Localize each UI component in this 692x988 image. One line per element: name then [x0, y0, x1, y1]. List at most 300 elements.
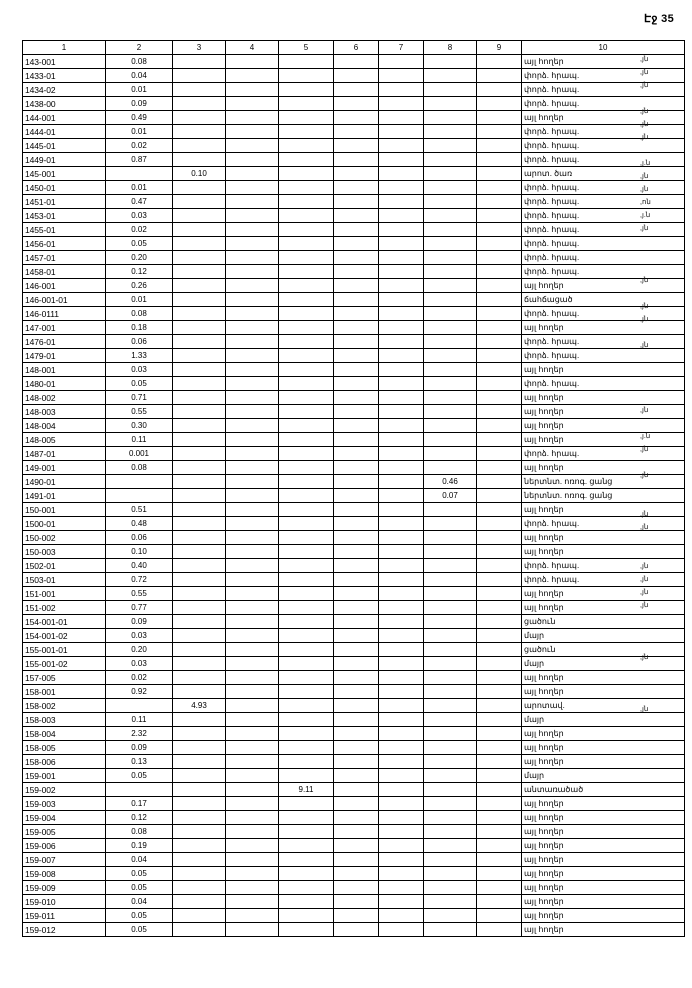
cell-col3: [173, 657, 226, 671]
cell-col3: [173, 909, 226, 923]
cell-col5: [279, 643, 334, 657]
cell-col2: 0.09: [106, 615, 173, 629]
cell-col3: [173, 867, 226, 881]
cell-col2: 0.55: [106, 587, 173, 601]
cell-col8: [424, 167, 477, 181]
table-row: [23, 839, 685, 853]
cell-col4: [226, 671, 279, 685]
cell-code: 150-001: [23, 503, 106, 517]
cell-col3: [173, 335, 226, 349]
cell-col9: [477, 475, 522, 489]
cell-col8: [424, 671, 477, 685]
table-row: [23, 587, 685, 601]
cell-col3: [173, 139, 226, 153]
cell-col2: 1.33: [106, 349, 173, 363]
cell-code: 159-004: [23, 811, 106, 825]
margin-note: [640, 690, 684, 703]
cell-col3: [173, 111, 226, 125]
cell-col6: [334, 657, 379, 671]
cell-col7: [379, 741, 424, 755]
table-row: [23, 125, 685, 139]
cell-col9: [477, 839, 522, 853]
cell-col8: [424, 615, 477, 629]
table-row: [23, 559, 685, 573]
cell-col5: [279, 447, 334, 461]
margin-note: [640, 664, 684, 677]
cell-col3: [173, 125, 226, 139]
cell-col6: [334, 391, 379, 405]
cell-col9: [477, 97, 522, 111]
table-row: [23, 279, 685, 293]
cell-code: 159-007: [23, 853, 106, 867]
column-number-2: 2: [106, 41, 173, 55]
margin-note: [640, 781, 684, 794]
column-number-9: 9: [477, 41, 522, 55]
margin-note: [640, 638, 684, 651]
cell-col4: [226, 797, 279, 811]
cell-col5: [279, 811, 334, 825]
margin-notes-column: [640, 40, 684, 859]
column-number-3: 3: [173, 41, 226, 55]
cell-col2: 0.05: [106, 867, 173, 881]
cell-col6: [334, 881, 379, 895]
cell-col9: [477, 909, 522, 923]
cell-col2: 0.04: [106, 69, 173, 83]
margin-note: [640, 807, 684, 820]
cell-col9: [477, 587, 522, 601]
cell-col6: [334, 125, 379, 139]
table-row: [23, 657, 685, 671]
cell-col8: 0.07: [424, 489, 477, 503]
margin-note: [640, 820, 684, 833]
cell-col7: [379, 867, 424, 881]
cell-description: այլ հողեր: [522, 755, 685, 769]
cell-description: այլ հողեր: [522, 363, 685, 377]
cell-col5: [279, 615, 334, 629]
cell-col6: [334, 923, 379, 937]
table-row: [23, 783, 685, 797]
cell-col3: [173, 265, 226, 279]
margin-note: [640, 755, 684, 768]
cell-col7: [379, 461, 424, 475]
cell-col8: [424, 335, 477, 349]
cell-code: 150-002: [23, 531, 106, 545]
margin-note: ,ոն: [640, 199, 651, 206]
cell-col6: [334, 55, 379, 69]
cell-col3: [173, 349, 226, 363]
cell-col5: [279, 909, 334, 923]
table-row: [23, 601, 685, 615]
cell-col4: [226, 363, 279, 377]
table-row: [23, 811, 685, 825]
margin-note: [640, 417, 684, 430]
cell-col2: 0.08: [106, 825, 173, 839]
table-row: [23, 531, 685, 545]
cell-col4: [226, 139, 279, 153]
cell-col9: [477, 349, 522, 363]
cell-col4: [226, 713, 279, 727]
cell-code: 1445-01: [23, 139, 106, 153]
cell-col2: 0.09: [106, 741, 173, 755]
cell-col5: [279, 895, 334, 909]
cell-col5: [279, 125, 334, 139]
cell-col2: 0.08: [106, 461, 173, 475]
cell-col8: [424, 433, 477, 447]
cell-col6: [334, 307, 379, 321]
cell-col8: [424, 657, 477, 671]
cell-col9: [477, 293, 522, 307]
cell-col2: [106, 475, 173, 489]
cell-col9: [477, 615, 522, 629]
cell-col4: [226, 895, 279, 909]
cell-col7: [379, 405, 424, 419]
cell-col7: [379, 335, 424, 349]
cell-description: այլ հողեր: [522, 853, 685, 867]
cell-col8: [424, 279, 477, 293]
cell-col6: [334, 279, 379, 293]
cell-code: 1449-01: [23, 153, 106, 167]
cell-col4: [226, 279, 279, 293]
cell-col5: [279, 727, 334, 741]
cell-col2: 0.87: [106, 153, 173, 167]
cell-code: 159-012: [23, 923, 106, 937]
cell-code: 158-002: [23, 699, 106, 713]
cell-col7: [379, 769, 424, 783]
cell-description: փորձ. հրապ.: [522, 265, 685, 279]
cell-col5: [279, 517, 334, 531]
cell-col4: [226, 909, 279, 923]
column-number-row: [23, 41, 685, 55]
cell-col3: [173, 545, 226, 559]
cell-col9: [477, 699, 522, 713]
cell-col3: [173, 405, 226, 419]
cell-col5: [279, 55, 334, 69]
cell-col3: [173, 727, 226, 741]
cell-col4: [226, 531, 279, 545]
cell-col4: [226, 629, 279, 643]
margin-note: ,յ.ն: [640, 160, 651, 167]
cell-col8: [424, 825, 477, 839]
cell-description: այլ հողեր: [522, 545, 685, 559]
cell-col4: [226, 181, 279, 195]
cell-col4: [226, 657, 279, 671]
cell-description: փորձ. հրապ.: [522, 335, 685, 349]
cell-col6: [334, 867, 379, 881]
cell-col2: 0.40: [106, 559, 173, 573]
cell-col5: [279, 251, 334, 265]
cell-col5: [279, 545, 334, 559]
cell-col4: [226, 125, 279, 139]
cell-col3: [173, 153, 226, 167]
cell-col9: [477, 741, 522, 755]
cell-col7: [379, 265, 424, 279]
cell-code: 146-001: [23, 279, 106, 293]
cell-col9: [477, 489, 522, 503]
cell-col8: [424, 377, 477, 391]
cell-col3: [173, 685, 226, 699]
cell-description: այլ հողեր: [522, 839, 685, 853]
cell-col9: [477, 461, 522, 475]
cell-description: այլ հողեր: [522, 797, 685, 811]
cell-col2: 0.06: [106, 531, 173, 545]
margin-note: [640, 833, 684, 846]
cell-col8: [424, 713, 477, 727]
table-row: [23, 741, 685, 755]
cell-col4: [226, 69, 279, 83]
cell-col3: [173, 251, 226, 265]
cell-col5: [279, 699, 334, 713]
cell-description: այլ հողեր: [522, 433, 685, 447]
cell-col5: [279, 69, 334, 83]
table-row: [23, 181, 685, 195]
table-row: [23, 895, 685, 909]
cell-code: 1433-01: [23, 69, 106, 83]
cell-col9: [477, 391, 522, 405]
cell-col7: [379, 377, 424, 391]
cell-col6: [334, 853, 379, 867]
cell-col6: [334, 587, 379, 601]
cell-col2: 0.03: [106, 209, 173, 223]
table-row: [23, 713, 685, 727]
cell-col2: 0.13: [106, 755, 173, 769]
cell-description: այլ հողեր: [522, 55, 685, 69]
cell-col9: [477, 111, 522, 125]
table-row: [23, 349, 685, 363]
cell-col8: [424, 573, 477, 587]
cell-col3: [173, 923, 226, 937]
table-row: [23, 377, 685, 391]
cell-col5: [279, 825, 334, 839]
cell-col7: [379, 223, 424, 237]
cell-code: 158-003: [23, 713, 106, 727]
cell-col3: [173, 881, 226, 895]
table-row: [23, 69, 685, 83]
cell-col6: [334, 699, 379, 713]
cell-col2: 0.92: [106, 685, 173, 699]
cell-col2: 0.12: [106, 265, 173, 279]
margin-note: [640, 261, 684, 274]
cell-col4: [226, 643, 279, 657]
cell-description: փորձ. հրապ.: [522, 69, 685, 83]
table-row: [23, 447, 685, 461]
table-row: [23, 755, 685, 769]
cell-col7: [379, 55, 424, 69]
cell-col6: [334, 573, 379, 587]
cell-code: 159-010: [23, 895, 106, 909]
cell-col3: [173, 433, 226, 447]
cell-col4: [226, 97, 279, 111]
cell-col6: [334, 629, 379, 643]
cell-col7: [379, 909, 424, 923]
cell-col9: [477, 405, 522, 419]
cell-col5: [279, 601, 334, 615]
margin-note: [640, 482, 684, 495]
cell-description: այլ հողեր: [522, 685, 685, 699]
margin-note: [640, 495, 684, 508]
cell-col5: 9.11: [279, 783, 334, 797]
cell-code: 148-001: [23, 363, 106, 377]
cell-col4: [226, 881, 279, 895]
cell-col6: [334, 909, 379, 923]
cell-col8: [424, 419, 477, 433]
table-row: [23, 363, 685, 377]
cell-col2: [106, 699, 173, 713]
cell-code: 159-001: [23, 769, 106, 783]
cell-col9: [477, 783, 522, 797]
cell-col6: [334, 475, 379, 489]
table-row: [23, 573, 685, 587]
cell-col7: [379, 615, 424, 629]
cell-description: այլ հողեր: [522, 391, 685, 405]
cell-description: փորձ. հրապ.: [522, 447, 685, 461]
cell-col9: [477, 209, 522, 223]
cell-col4: [226, 699, 279, 713]
cell-col7: [379, 671, 424, 685]
cell-col7: [379, 727, 424, 741]
cell-col3: [173, 587, 226, 601]
cell-description: այլ հողեր: [522, 587, 685, 601]
cell-col8: [424, 125, 477, 139]
cell-col7: [379, 643, 424, 657]
cell-col7: [379, 447, 424, 461]
cell-col6: [334, 97, 379, 111]
table-row: [23, 503, 685, 517]
margin-note: ,յն: [640, 472, 649, 479]
cell-col5: [279, 741, 334, 755]
cell-col6: [334, 559, 379, 573]
cell-description: փորձ. հրապ.: [522, 209, 685, 223]
cell-col4: [226, 755, 279, 769]
cell-col9: [477, 881, 522, 895]
cell-description: փորձ. հրապ.: [522, 559, 685, 573]
cell-col4: [226, 503, 279, 517]
table-row: [23, 237, 685, 251]
cell-col6: [334, 181, 379, 195]
table-row: [23, 251, 685, 265]
cell-col9: [477, 153, 522, 167]
cell-col9: [477, 237, 522, 251]
table-row: [23, 489, 685, 503]
cell-col9: [477, 601, 522, 615]
cell-col9: [477, 559, 522, 573]
cell-col4: [226, 615, 279, 629]
cell-col7: [379, 97, 424, 111]
cell-col5: [279, 573, 334, 587]
cell-col8: [424, 461, 477, 475]
cell-col4: [226, 433, 279, 447]
cell-col8: [424, 447, 477, 461]
cell-col6: [334, 251, 379, 265]
cell-col6: [334, 489, 379, 503]
cell-description: փորձ. հրապ.: [522, 181, 685, 195]
cell-col7: [379, 699, 424, 713]
cell-col5: [279, 419, 334, 433]
margin-note: ,յն: [640, 82, 649, 89]
cell-code: 154-001-02: [23, 629, 106, 643]
cell-col4: [226, 545, 279, 559]
cell-col7: [379, 797, 424, 811]
cell-col8: [424, 545, 477, 559]
cell-col7: [379, 251, 424, 265]
cell-col4: [226, 685, 279, 699]
cell-col3: [173, 293, 226, 307]
cell-col7: [379, 783, 424, 797]
cell-code: 151-001: [23, 587, 106, 601]
cell-col7: [379, 545, 424, 559]
cell-col8: [424, 293, 477, 307]
margin-note: ,յն: [640, 706, 649, 713]
table-row: [23, 307, 685, 321]
cell-col6: [334, 713, 379, 727]
table-body: [23, 55, 685, 937]
cell-col3: [173, 783, 226, 797]
cell-col2: 0.12: [106, 811, 173, 825]
cell-col8: [424, 629, 477, 643]
cell-col9: [477, 139, 522, 153]
cell-col5: [279, 83, 334, 97]
cell-col5: [279, 265, 334, 279]
cell-col8: [424, 517, 477, 531]
cell-code: 1456-01: [23, 237, 106, 251]
cell-code: 159-003: [23, 797, 106, 811]
cell-col2: 0.05: [106, 909, 173, 923]
cell-col9: [477, 447, 522, 461]
cell-col7: [379, 139, 424, 153]
margin-note: ,յն: [640, 69, 649, 76]
cell-col9: [477, 265, 522, 279]
cell-col5: [279, 307, 334, 321]
cell-col4: [226, 195, 279, 209]
cell-col4: [226, 447, 279, 461]
cell-col7: [379, 923, 424, 937]
cell-col7: [379, 181, 424, 195]
table-row: [23, 825, 685, 839]
cell-col7: [379, 111, 424, 125]
cell-col7: [379, 657, 424, 671]
cell-col8: [424, 531, 477, 545]
cell-code: 144-001: [23, 111, 106, 125]
cell-col6: [334, 755, 379, 769]
cell-description: այլ հողեր: [522, 811, 685, 825]
cell-col5: [279, 503, 334, 517]
table-row: [23, 419, 685, 433]
cell-code: 155-001-02: [23, 657, 106, 671]
cell-col2: 0.01: [106, 181, 173, 195]
cell-col7: [379, 853, 424, 867]
cell-col7: [379, 363, 424, 377]
cell-description: այլ հողեր: [522, 601, 685, 615]
cell-col2: 0.55: [106, 405, 173, 419]
cell-col7: [379, 349, 424, 363]
cell-col4: [226, 167, 279, 181]
table-row: [23, 867, 685, 881]
margin-note: [640, 846, 684, 859]
cell-col8: [424, 783, 477, 797]
cell-col4: [226, 741, 279, 755]
cell-code: 158-004: [23, 727, 106, 741]
cell-col2: 0.72: [106, 573, 173, 587]
cell-col9: [477, 167, 522, 181]
margin-note: [640, 248, 684, 261]
cell-col3: [173, 853, 226, 867]
cell-col9: [477, 55, 522, 69]
cell-col4: [226, 475, 279, 489]
cell-col8: [424, 881, 477, 895]
cell-description: այլ հողեր: [522, 321, 685, 335]
cell-col8: [424, 349, 477, 363]
cell-col6: [334, 461, 379, 475]
cell-code: 1457-01: [23, 251, 106, 265]
